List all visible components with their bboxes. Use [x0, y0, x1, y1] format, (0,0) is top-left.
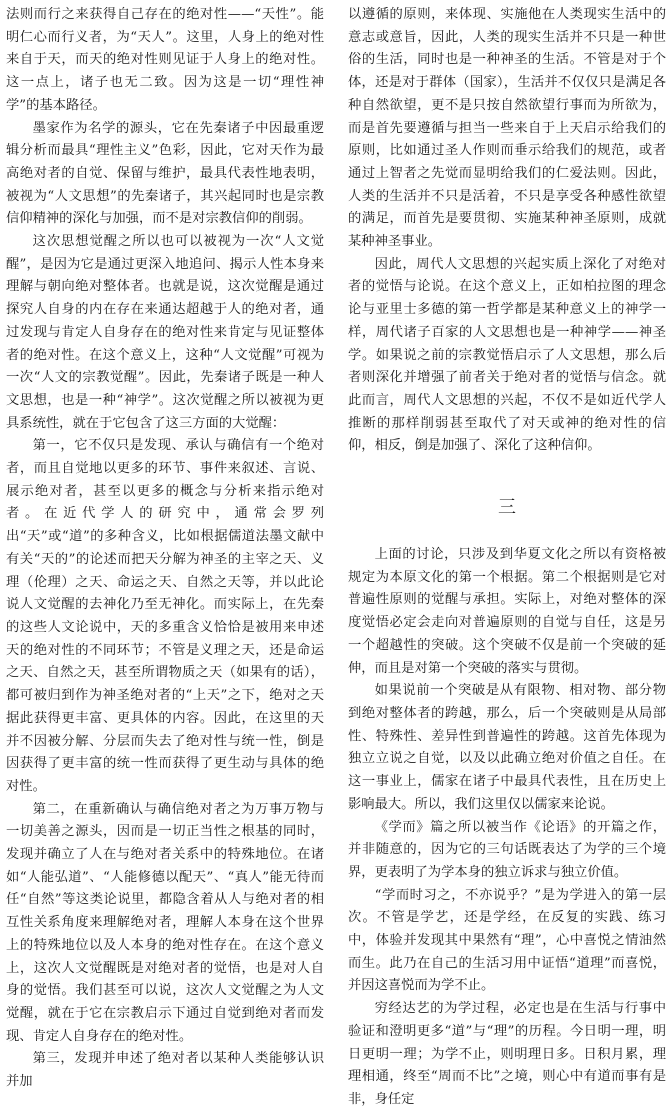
paragraph: 第三，发现并申述了绝对者以某种人类能够认识并加 [6, 1051, 324, 1090]
paragraph: 如果说前一个突破是从有限物、相对物、部分物到绝对整体者的跨越，那么，后一个突破则是从局部性、特殊性、差异性到普遍性的跨越。这首先体现为独立立说之自觉，以及以此确立绝对价值之自任。在这一事业上，儒家在诸子中最具代表性，且在历史上影响最大。所以，我们这里仅以儒家来论说。 [348, 683, 666, 812]
paragraph: “学而时习之，不亦说乎？”是为学进入的第一层次。不管是学艺，还是学经，在反复的实践、练习中，体验并发现其中果然有“理”，心中喜悦之情油然而生。此乃在自己的生活习用中证悟“道理”而喜悦，并因这喜悦而为学不止。 [348, 887, 666, 994]
paragraph: 第二，在重新确认与确信绝对者之为万事万物与一切美善之源头，因而是一切正当性之根基的同时，发现并确立了人在与绝对者关系中的特殊地位。在诸如“人能弘道”、“人能修德以配天”、“真人”能无待而任“自然”等这类论说里，都隐含着从人与绝对者的相互性关系角度来理解绝对者，理解人本身在这个世界上的特殊地位以及人本身的绝对性存在。在这个意义上，这次人文觉醒既是对绝对者的觉悟，也是对人自身的觉悟。我们甚至可以说，这次人文觉醒之为人文觉醒，就在于它在宗教启示下通过自觉到绝对者而发现、肯定人自身存在的绝对性。 [6, 801, 324, 1044]
paragraph: 穷经达艺的为学过程，必定也是在生活与行事中验证和澄明更多“道”与“理”的历程。今日明一理，明日更明一理；为学不止，则明理日多。日积月累，理理相通，终至“周而不比”之境，则心中有道而事有是非，身任定 [348, 1001, 666, 1107]
right-column [348, 4, 666, 1112]
section-heading: 三 [498, 497, 516, 519]
paragraph: 因此，周代人文思想的兴起实质上深化了对绝对者的觉悟与论说。在这个意义上，正如柏拉图的理念论与亚里士多德的第一哲学都是某种意义上的神学一样，周代诸子百家的人文思想也是一种神学——神圣学。如果说之前的宗教觉悟启示了人文思想，那么后者则深化并增强了前者关于绝对者的觉悟与信念。就此而言，周代人文思想的兴起，不仅不是如近代学人推断的那样削弱甚至取代了对天或神的绝对性的信仰，相反，倒是加强了、深化了这种信仰。 [348, 256, 666, 454]
paragraph: 以遵循的原则，来体现、实施他在人类现实生活中的意志或意旨，因此，人类的现实生活并不只是一种世俗的生活，同时也是一种神圣的生活。不管是对于个体，还是对于群体（国家），生活并不仅仅只是满足各种自然欲望，更不是只按自然欲望行事而为所欲为，而是首先要遵循与担当一些来自于上天启示给我们的原则，比如通过圣人作则而垂示给我们的规范，或者通过上智者之先觉而显明给我们的仁爱法则。因此，人类的生活并不只是活着，不只是享受各种感性欲望的满足，而首先是要贯彻、实施某种神圣原则，成就某种神圣事业。 [348, 7, 666, 250]
left-column [6, 4, 324, 1094]
paragraph: 第一，它不仅只是发现、承认与确信有一个绝对者，而且自觉地以更多的环节、事件来叙述、言说、展示绝对者，甚至以更多的概念与分析来指示绝对者。在近代学人的研究中，通常会罗列出“天”或“道”的多种含义，比如根据儒道法墨文献中有关“天的”的论述而把天分解为神圣的主宰之天、义理（伦理）之天、命运之天、自然之天等，并以此论说人文觉醒的去神化乃至无神化。而实际上，在先秦的这些人文论说中，天的多重含义恰恰是被用来申述天的绝对性的不同环节；不管是义理之天，还是命运之天、自然之天，甚至所谓物质之天（如果有的话），都可被归到作为神圣绝对者的“上天”之下，绝对之天据此获得更丰富、更具体的内容。因此，在这里的天并不因被分解、分层而失去了绝对性与统一性，倒是因获得了更丰富的统一性而获得了更生动与具体的绝对性。 [6, 438, 324, 794]
paragraph: 法则而行之来获得自己存在的绝对性——“天性”。能明仁心而行义者，为“天人”。这里，人身上的绝对性来自于天，而天的绝对性则见证于人身上的绝对性。这一点上，诸子也无二致。因为这是一切“理性神学”的基本路径。 [6, 7, 324, 113]
paragraph: 这次思想觉醒之所以也可以被视为一次“人文觉醒”，是因为它是通过更深入地追问、揭示人性本身来理解与朝向绝对整体者。也就是说，这次觉醒是通过探究人自身的内在存在来通达超越于人的绝对者，通过发现与肯定人自身存在的绝对性来肯定与见证整体者的绝对性。在这个意义上，这种“人文觉醒”可视为一次“人文的宗教觉醒”。因此，先秦诸子既是一种人文思想，也是一种“神学”。这次觉醒之所以被视为更具系统性，就在于它包含了这三方面的大觉醒： [6, 234, 324, 431]
paragraph: 《学而》篇之所以被当作《论语》的开篇之作，并非随意的，因为它的三句话既表达了为学的三个境界，更表明了为学本身的独立诉求与独立价值。 [348, 819, 666, 880]
paragraph: 上面的讨论，只涉及到华夏文化之所以有资格被规定为本原文化的第一个根据。第二个根据则是它对普遍性原则的觉醒与承担。实际上，对绝对整体的深度觉悟必定会走向对普遍原则的自觉与自任，这是另一个超越性的突破。这个突破不仅是前一个突破的延伸，而且是对第一个突破的落实与贯彻。 [348, 547, 666, 676]
paragraph: 墨家作为名学的源头，它在先秦诸子中因最重逻辑分析而最具“理性主义”色彩，因此，它对天作为最高绝对者的自觉、保留与维护，最具代表性地表明，被视为“人文思想”的先秦诸子，其兴起同时也是宗教信仰精神的深化与加强，而不是对宗教信仰的削弱。 [6, 120, 324, 227]
